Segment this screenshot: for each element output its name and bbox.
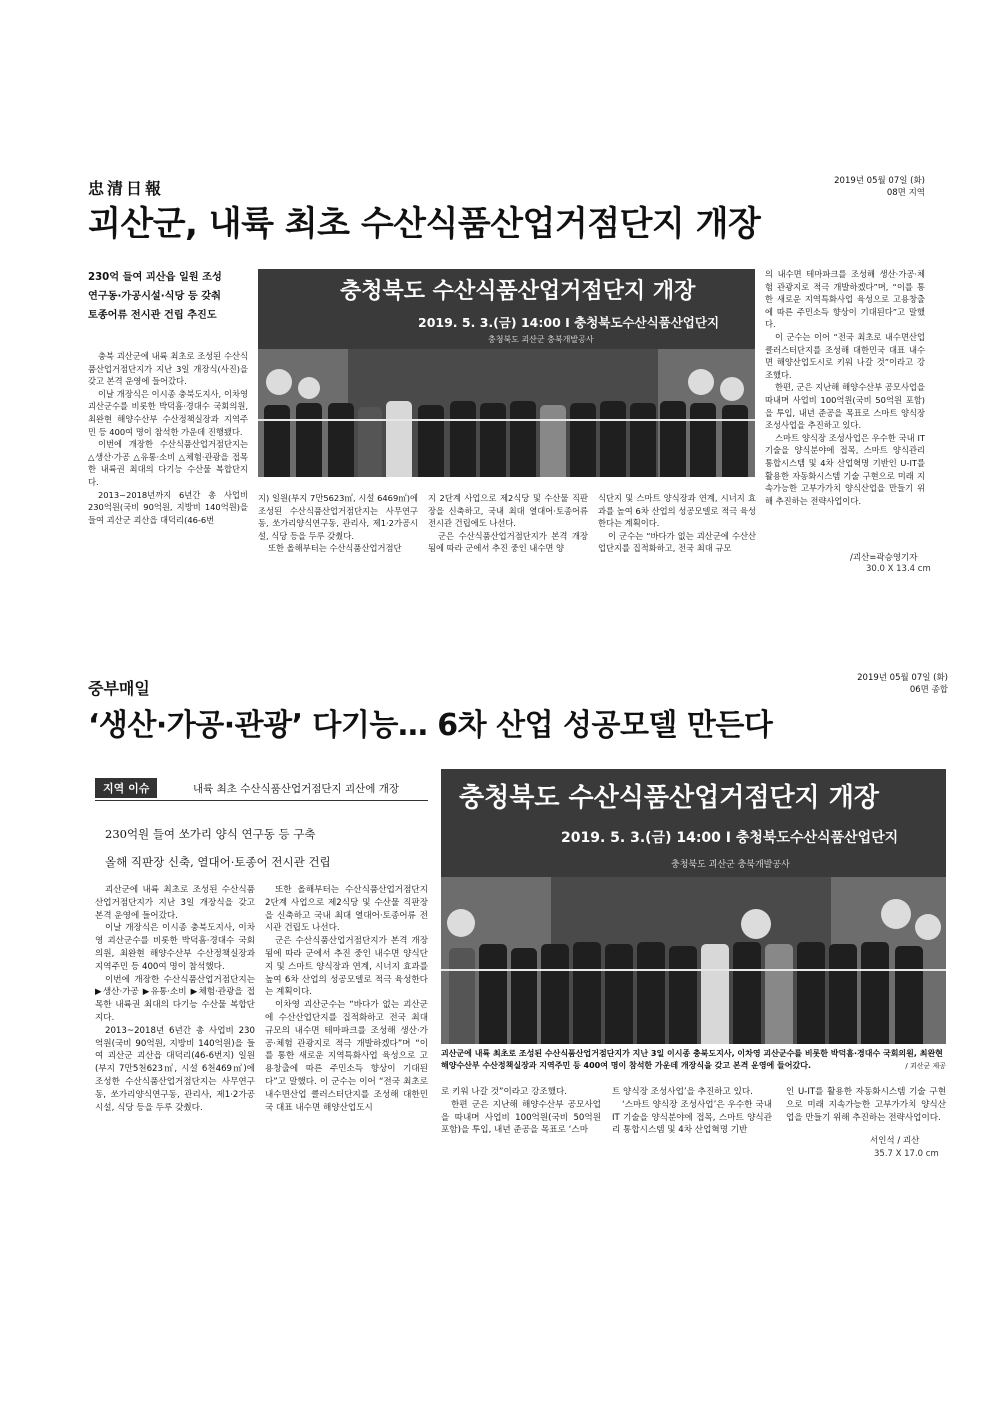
paragraph: 지) 일원(부지 7만5623㎡, 시설 6469㎡)에 조성된 수산식품산업거점단지는 사무연구동, 쏘가리양식연구동, 관리사, 제1·2가공시설, 식당 등을 두루 갖췄다.: [258, 493, 418, 541]
flower-wreath: [298, 377, 320, 399]
article1-column-5: [765, 268, 925, 507]
subhead: 연구동·가공시설·식당 등 갖춰: [88, 291, 221, 302]
flower-wreath: [447, 909, 475, 937]
attendee: [669, 946, 697, 1044]
attendee: [541, 944, 569, 1044]
paragraph: 한편 군은 지난해 해양수산부 공모사업을 따내며 사업비 100억원(국비 50억원 포함)을 투입, 내년 준공을 목표로 ‘스마: [441, 1099, 601, 1136]
paragraph: 스마트 양식장 조성사업은 우수한 국내 IT기술을 양식분야에 접목, 스마트 양식관리 통합시스템 및 4차 산업혁명 기반인 U-IT를 활용한 자동화시스템 기술 구현으로 미래 지속가능한 고부가가치 양식산업을 만들기 위해 추진하는 전략사업이다.: [765, 432, 925, 506]
attendee: [480, 403, 506, 477]
photo-caption: [441, 1048, 946, 1072]
paragraph: 2013~2018년 6년간 총 사업비 230억원(국비 90억원, 지방비 140억원)을 들여 괴산군 괴산읍 대덕리(46-6번지) 일원(부지 7만5천623㎡, 시설 6천469㎡)에 조성한 수산식품산업거점단지는 사무연구동, 쏘가리양식연구동, 관리사, 제1·2가공시설, 식당 등을 두루 갖췄다.: [95, 1025, 255, 1113]
attendee: [449, 948, 475, 1044]
article1-byline: /괴산=곽승영기자: [850, 553, 918, 563]
paragraph: 또한 올해부터는 수산식품산업거점단: [268, 543, 402, 554]
attendee: [797, 942, 825, 1044]
banner-date: 2019. 5. 3.(금) 14:00 I 충청북도수산식품산업단지: [561, 830, 899, 846]
issue-title: 내륙 최초 수산식품산업거점단지 괴산에 개장: [193, 783, 400, 795]
paragraph: 이차영 괴산군수는 “바다가 없는 괴산군에 수산산업단지를 집적화하고 전국 최대 규모의 내수면 테마파크를 조성해 생산·가공·체험 관광지로 적극 개발하겠다”며 “이를 통한 새로운 지역특화사업 육성으로 고용창출에 따른 주민소득 향상이 기대된다”고 말했다. 이 군수는 이어 “전국 최초로 내수면산업 클러스터단지를 조성해 대한민국 대표 내수면 해양산업도시: [265, 1000, 428, 1113]
attendee: [540, 405, 566, 477]
paragraph: ‘스마트 양식장 조성사업’은 우수한 국내 IT 기술을 양식분야에 접목, 스마트 양식관리 통합시스템 및 4차 산업혁명 기반: [612, 1099, 772, 1136]
flower-wreath: [915, 914, 941, 940]
page-section: 06면 종합: [909, 685, 948, 695]
paragraph: 지 2단계 사업으로 제2식당 및 수산물 직판장을 신축하고, 국내 최대 열대어·토종어류 전시관 건립에도 나선다.: [428, 493, 588, 529]
article1-column-4: [598, 492, 756, 555]
subhead: 올해 직판장 신축, 열대어·토종어 전시관 건립: [105, 855, 331, 869]
attendee: [358, 407, 382, 477]
article2-size: 35.7 X 17.0 cm: [874, 1149, 939, 1159]
attendee: [600, 401, 626, 477]
banner-hosts: 충청북도 괴산군 충북개발공사: [671, 860, 790, 870]
article2-byline: 서인석 / 괴산: [870, 1136, 920, 1146]
article1-column-1: [88, 350, 248, 526]
issue-tag-bar: [95, 778, 428, 801]
flower-wreath: [741, 909, 771, 939]
attendee: [722, 405, 748, 477]
paragraph: 이 군수는 이어 “전국 최초로 내수면산업 클러스터단지를 조성해 대한민국 대표 내수면 해양산업도시로 키워 나갈 것”이라고 강조했다.: [765, 331, 925, 380]
paragraph: 트 양식장 조성사업’을 추진하고 있다.: [612, 1087, 753, 1097]
paragraph: 한편, 군은 지난해 해양수산부 공모사업을 따내며 사업비 100억원(국비 50억원 포함)을 투입, 내년 준공을 목표로 스마트 양식장 조성사업을 추진하고 있다.: [765, 382, 925, 431]
article1-subheads: [88, 268, 258, 325]
banner-date: 2019. 5. 3.(금) 14:00 I 충청북도수산식품산업단지: [418, 315, 720, 330]
attendee: [450, 401, 476, 477]
article2-column-1: [95, 884, 255, 1114]
publish-date: 2019년 05월 07일 (화): [834, 176, 925, 186]
article2-headline: ‘생산·가공·관광’ 다기능… 6차 산업 성공모델 만든다: [88, 708, 773, 743]
attendee: [296, 403, 322, 477]
attendee: [386, 401, 412, 477]
paragraph: 이날 개장식은 이시종 충북도지사, 이차영 괴산군수를 비롯한 박덕흠·경대수 국회의원, 최완현 해양수산부 수산정책실장과 지역주민 등 400여 명이 참석했다.: [95, 923, 255, 972]
issue-tag: 지역 이슈: [95, 778, 157, 798]
paragraph: 인 U-IT를 활용한 자동화시스템 기술 구현으로 미래 지속가능한 고부가가치 양식산업을 만들기 위해 추진하는 전략사업이다.: [786, 1087, 946, 1123]
paragraph: 군은 수산식품산업거점단지가 본격 개장됨에 따라 군에서 추진 중인 내수면 양식단지 및 스마트 양식장과 연계, 시너지 효과를 높여 6차 산업의 성공모델로 적극 육성한다는 계획이다.: [265, 936, 428, 998]
article2-photo: [441, 769, 946, 1044]
caption-text: 괴산군에 내륙 최초로 조성된 수산식품산업거점단지가 지난 3일 이시종 충북도지사, 이차영 괴산군수를 비롯한 박덕흠·경대수 국회의원, 최완현 해양수산부 수산정책실장과 지역주민 등 400여 명이 참석한 가운데 개장식을 갖고 본격 운영에 들어갔다.: [441, 1049, 943, 1070]
attendee: [733, 942, 761, 1044]
masthead-jungbu: 중부매일: [88, 679, 150, 698]
attendee: [511, 948, 537, 1044]
banner-title: 충청북도 수산식품산업거점단지 개장: [340, 279, 696, 304]
article2-column-3: [441, 1086, 601, 1137]
article2-column-5: [786, 1086, 946, 1124]
article1-column-2: [258, 492, 418, 555]
attendee: [829, 944, 857, 1044]
photo-credit: / 괴산군 제공: [905, 1062, 946, 1070]
subhead: 230억 들여 괴산읍 일원 조성: [88, 272, 222, 283]
article1-size: 30.0 X 13.4 cm: [866, 564, 931, 574]
ceremony-ribbon: [258, 419, 755, 421]
article1-column-3: [428, 492, 588, 555]
article1-headline: 괴산군, 내륙 최초 수산식품산업거점단지 개장: [88, 204, 761, 244]
event-banner: [441, 769, 946, 877]
attendee: [573, 942, 601, 1044]
attendee: [264, 405, 290, 477]
attendee: [895, 946, 923, 1044]
paragraph: 이날 개장식은 이시종 충북도지사, 이차영 괴산군수를 비롯한 박덕흠·경대수 국회의원, 최완현 해양수산부 수산정책실장과 지역주민 등 400여 명이 참석한 가운데 진행됐다.: [88, 388, 248, 437]
attendee: [630, 403, 656, 477]
flower-wreath: [266, 369, 292, 395]
publish-date: 2019년 05월 07일 (화): [857, 673, 948, 683]
paragraph: 이번에 개장한 수산식품산업거점단지는 ▶생산·가공 ▶유통·소비 ▶체험·관광을 접목한 내륙권 최대의 다기능 수산물 복합단지다.: [95, 974, 255, 1023]
flower-wreath: [720, 377, 744, 401]
masthead-chungcheong: 忠清日報: [88, 179, 165, 198]
paragraph: 군은 수산식품산업거점단지가 본격 개장됨에 따라 군에서 추진 중인 내수면 양: [428, 530, 588, 554]
attendee: [510, 401, 536, 477]
article1-dateline: [780, 175, 925, 199]
paragraph: 또한 올해부터는 수산식품산업거점단지 2단계 사업으로 제2식당 및 수산물 직판장을 신축하고 국내 최대 열대어·토종어류 전시관 건립도 나선다.: [265, 885, 428, 934]
attendee: [861, 942, 889, 1044]
attendee: [479, 944, 507, 1044]
attendee: [660, 401, 686, 477]
attendee: [418, 405, 444, 477]
article1-photo: [258, 269, 755, 477]
banner-hosts: 충청북도 괴산군 충북개발공사: [488, 335, 594, 344]
paragraph: 괴산군에 내륙 최초로 조성된 수산식품산업거점단지가 지난 3일 개장식을 갖고 본격 운영에 들어갔다.: [95, 885, 255, 921]
subhead: 230억원 들여 쏘가리 양식 연구동 등 구축: [105, 827, 316, 841]
attendee: [328, 403, 354, 477]
flower-wreath: [881, 899, 911, 929]
paragraph: 이 군수는 “바다가 없는 괴산군에 수산산업단지를 집적화하고, 전국 최대 규모: [598, 530, 756, 554]
paragraph: 로 키워 나갈 것”이라고 강조했다.: [441, 1087, 568, 1097]
attendee: [570, 403, 596, 477]
attendee: [765, 944, 793, 1044]
page-section: 08면 지역: [886, 188, 925, 198]
article2-dateline: [800, 672, 948, 696]
ceremony-ribbon: [441, 969, 946, 971]
attendee: [690, 403, 716, 477]
article2-column-2: [265, 884, 428, 1114]
paragraph: 2013~2018년까지 6년간 총 사업비 230억원(국비 90억원, 지방비 140억원)을 들여 괴산군 괴산읍 대덕리(46-6번: [88, 489, 248, 525]
flower-wreath: [688, 369, 714, 395]
paragraph: 이번에 개장한 수산식품산업거점단지는 △생산·가공 △유통·소비 △체험·관광을 접목한 내륙권 최대의 다기능 수산물 복합단지다.: [88, 439, 248, 487]
banner-title: 충청북도 수산식품산업거점단지 개장: [459, 783, 879, 813]
paragraph: 식단지 및 스마트 양식장과 연계, 시너지 효과를 높여 6차 산업의 성공모델로 적극 육성한다는 계획이다.: [598, 493, 756, 529]
article2-column-4: [612, 1086, 772, 1137]
subhead: 토종어류 전시관 건립 추진도: [88, 310, 217, 321]
article2-subheads: [105, 820, 425, 876]
paragraph: 충북 괴산군에 내륙 최초로 조성된 수산식품산업거점단지가 지난 3일 개장식(사진)을 갖고 본격 운영에 들어갔다.: [88, 351, 248, 387]
attendee: [605, 944, 633, 1044]
attendee: [701, 944, 729, 1044]
attendee: [637, 942, 665, 1044]
paragraph: 의 내수면 테마파크를 조성해 생산·가공·체험 관광지로 적극 개발하겠다”며, “이를 통한 새로운 지역특화사업 육성으로 고용창출에 따른 주민소득 향상이 기대된다”고 말했다.: [765, 269, 925, 330]
event-banner: [258, 269, 755, 349]
